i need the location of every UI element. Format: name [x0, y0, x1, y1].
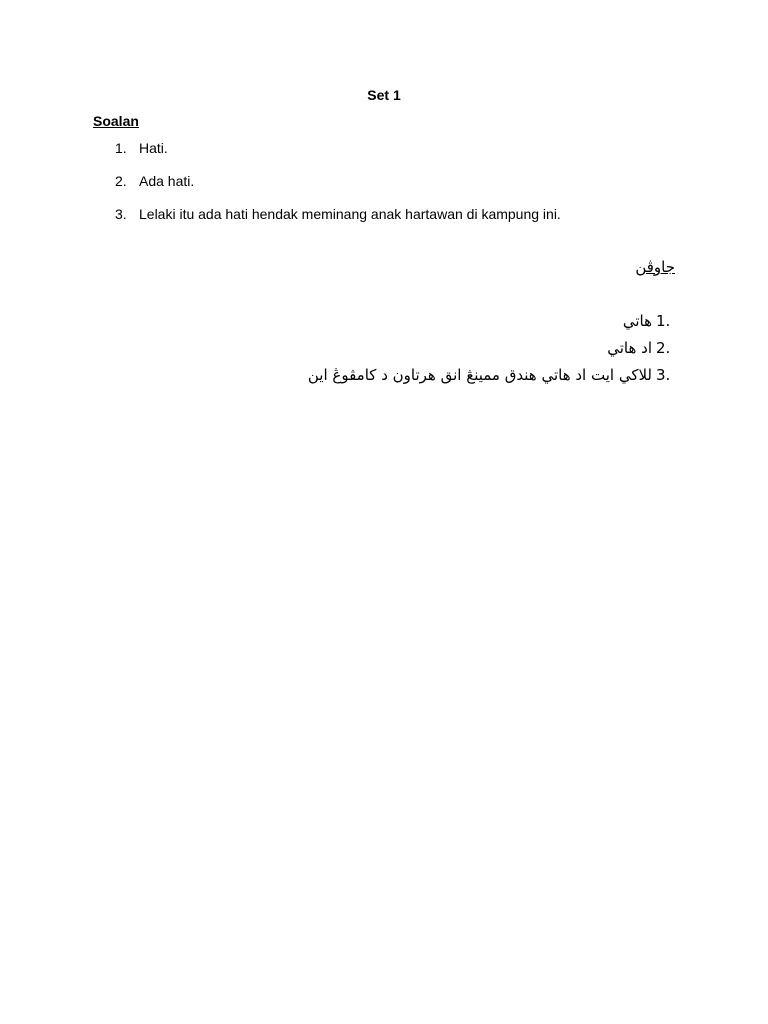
- questions-heading: Soalan: [93, 113, 139, 129]
- page-title: Set 1: [367, 87, 401, 103]
- question-item-3: [115, 206, 561, 222]
- answer-text: للاكي ايت اد هاتي هندق ممينڠ انق هرتاون د كامڤوڠ اين: [307, 366, 652, 384]
- answers-heading: جاوڤن: [635, 258, 675, 276]
- answer-item-3: [308, 366, 686, 384]
- answer-item-1: [623, 312, 686, 330]
- question-text: Hati.: [139, 140, 168, 156]
- question-text: Ada hati.: [139, 173, 195, 189]
- question-text: Lelaki itu ada hati hendak meminang anak hartawan di kampung ini.: [139, 206, 561, 222]
- question-number: 3.: [115, 206, 127, 222]
- question-number: 1.: [115, 140, 127, 156]
- answer-number: 2.: [656, 339, 671, 357]
- question-number: 2.: [115, 173, 127, 189]
- answer-number: 1.: [656, 312, 671, 330]
- answer-text: اد هاتي: [607, 339, 652, 357]
- question-item-2: [115, 173, 194, 189]
- question-item-1: [115, 140, 168, 156]
- answer-item-2: [607, 339, 686, 357]
- answer-number: 3.: [656, 366, 671, 384]
- answer-text: هاتي: [622, 312, 652, 330]
